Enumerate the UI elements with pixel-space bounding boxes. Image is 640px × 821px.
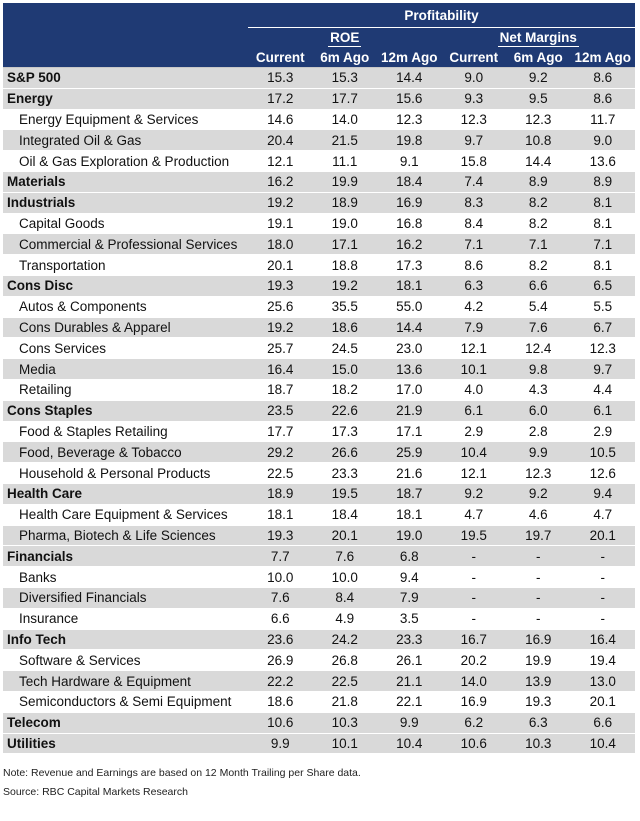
net-margin-cell: 20.2	[442, 650, 507, 671]
net-margin-cell: -	[442, 608, 507, 629]
roe-cell: 9.4	[377, 567, 442, 588]
net-margin-cell: 9.4	[571, 483, 636, 504]
sector-row	[3, 712, 635, 733]
roe-cell: 18.7	[377, 483, 442, 504]
sector-row	[3, 629, 635, 650]
industry-row	[3, 463, 635, 484]
net-margin-cell: 4.2	[442, 296, 507, 317]
table-header	[3, 3, 635, 68]
net-margin-cell: 16.9	[442, 691, 507, 712]
header-spacer	[3, 3, 248, 28]
industry-row	[3, 442, 635, 463]
roe-cell: 7.7	[248, 546, 313, 567]
roe-cell: 18.0	[248, 234, 313, 255]
industry-row	[3, 691, 635, 712]
industry-row	[3, 359, 635, 380]
sector-row	[3, 546, 635, 567]
roe-cell: 24.5	[313, 338, 378, 359]
industry-label: Food & Staples Retailing	[3, 421, 248, 442]
sector-row	[3, 275, 635, 296]
sector-row	[3, 400, 635, 421]
sector-row	[3, 88, 635, 109]
roe-cell: 18.7	[248, 379, 313, 400]
net-margin-cell: 20.1	[571, 691, 636, 712]
roe-cell: 18.1	[377, 275, 442, 296]
industry-label: Software & Services	[3, 650, 248, 671]
roe-cell: 10.4	[377, 733, 442, 754]
industry-label: Commercial & Professional Services	[3, 234, 248, 255]
industry-label: Banks	[3, 567, 248, 588]
industry-row	[3, 151, 635, 172]
roe-cell: 17.3	[313, 421, 378, 442]
net-margin-cell: 8.9	[571, 171, 636, 192]
roe-cell: 14.6	[248, 109, 313, 130]
industry-label: Pharma, Biotech & Life Sciences	[3, 525, 248, 546]
sector-label: Financials	[3, 546, 248, 567]
industry-row	[3, 421, 635, 442]
roe-cell: 18.4	[377, 171, 442, 192]
roe-cell: 22.2	[248, 671, 313, 692]
industry-label: Food, Beverage & Tobacco	[3, 442, 248, 463]
net-margin-cell: 7.1	[506, 234, 571, 255]
roe-cell: 11.1	[313, 151, 378, 172]
net-margin-cell: 8.6	[442, 255, 507, 276]
net-margin-cell: 12.1	[442, 338, 507, 359]
roe-cell: 6.6	[248, 608, 313, 629]
net-margin-cell: 16.9	[506, 629, 571, 650]
roe-cell: 22.1	[377, 691, 442, 712]
net-margin-cell: 4.6	[506, 504, 571, 525]
roe-cell: 16.2	[248, 171, 313, 192]
industry-row	[3, 317, 635, 338]
roe-cell: 35.5	[313, 296, 378, 317]
roe-cell: 29.2	[248, 442, 313, 463]
roe-cell: 7.9	[377, 587, 442, 608]
column-header: 6m Ago	[506, 48, 571, 68]
profitability-table-container	[3, 3, 635, 802]
net-margin-cell: 6.2	[442, 712, 507, 733]
industry-label: Diversified Financials	[3, 587, 248, 608]
footnotes	[3, 764, 635, 802]
industry-label: Cons Services	[3, 338, 248, 359]
roe-cell: 17.2	[248, 88, 313, 109]
net-margin-cell: 14.4	[506, 151, 571, 172]
net-margin-cell: 6.5	[571, 275, 636, 296]
roe-cell: 3.5	[377, 608, 442, 629]
net-margin-cell: 6.1	[442, 400, 507, 421]
roe-cell: 23.6	[248, 629, 313, 650]
roe-cell: 18.8	[313, 255, 378, 276]
industry-row	[3, 109, 635, 130]
net-margin-cell: 11.7	[571, 109, 636, 130]
industry-row	[3, 650, 635, 671]
roe-cell: 9.9	[377, 712, 442, 733]
net-margin-cell: 19.3	[506, 691, 571, 712]
industry-row	[3, 338, 635, 359]
net-margin-cell: -	[442, 567, 507, 588]
roe-cell: 13.6	[377, 359, 442, 380]
roe-cell: 22.5	[313, 671, 378, 692]
column-header: 12m Ago	[571, 48, 636, 68]
net-margins-label: Net Margins	[499, 29, 577, 45]
roe-cell: 22.5	[248, 463, 313, 484]
roe-cell: 26.6	[313, 442, 378, 463]
sector-label: Cons Staples	[3, 400, 248, 421]
net-margin-cell: 12.4	[506, 338, 571, 359]
roe-cell: 7.6	[248, 587, 313, 608]
sector-row	[3, 192, 635, 213]
net-margin-cell: -	[571, 587, 636, 608]
roe-cell: 16.9	[377, 192, 442, 213]
roe-cell: 26.9	[248, 650, 313, 671]
roe-cell: 12.1	[248, 151, 313, 172]
net-margin-cell: 9.9	[506, 442, 571, 463]
roe-cell: 26.1	[377, 650, 442, 671]
net-margin-cell: 12.1	[442, 463, 507, 484]
net-margin-cell: 9.0	[442, 68, 507, 89]
industry-label: Semiconductors & Semi Equipment	[3, 691, 248, 712]
net-margin-cell: 6.3	[506, 712, 571, 733]
roe-cell: 16.2	[377, 234, 442, 255]
sector-row	[3, 733, 635, 754]
roe-cell: 17.0	[377, 379, 442, 400]
industry-label: Household & Personal Products	[3, 463, 248, 484]
net-margin-cell: 13.0	[571, 671, 636, 692]
profitability-table	[3, 3, 635, 754]
roe-cell: 14.4	[377, 68, 442, 89]
net-margin-cell: 6.7	[571, 317, 636, 338]
roe-cell: 19.1	[248, 213, 313, 234]
roe-cell: 19.2	[313, 275, 378, 296]
industry-row	[3, 296, 635, 317]
industry-row	[3, 608, 635, 629]
net-margin-cell: 8.1	[571, 192, 636, 213]
roe-cell: 17.1	[313, 234, 378, 255]
roe-cell: 20.4	[248, 130, 313, 151]
net-margin-cell: 7.4	[442, 171, 507, 192]
group-title: Profitability	[248, 3, 635, 28]
column-header: 6m Ago	[313, 48, 378, 68]
column-header: Current	[248, 48, 313, 68]
roe-cell: 15.3	[248, 68, 313, 89]
industry-label: Cons Durables & Apparel	[3, 317, 248, 338]
roe-label: ROE	[330, 29, 360, 45]
net-margin-cell: -	[506, 587, 571, 608]
net-margin-cell: 4.0	[442, 379, 507, 400]
roe-cell: 20.1	[313, 525, 378, 546]
roe-cell: 55.0	[377, 296, 442, 317]
industry-label: Retailing	[3, 379, 248, 400]
industry-label: Capital Goods	[3, 213, 248, 234]
roe-cell: 10.0	[313, 567, 378, 588]
net-margin-cell: 10.1	[442, 359, 507, 380]
industry-row	[3, 255, 635, 276]
net-margin-cell: 8.2	[506, 213, 571, 234]
sector-label: Utilities	[3, 733, 248, 754]
industry-label: Autos & Components	[3, 296, 248, 317]
industry-label: Media	[3, 359, 248, 380]
net-margin-cell: -	[506, 608, 571, 629]
roe-cell: 15.6	[377, 88, 442, 109]
roe-cell: 17.1	[377, 421, 442, 442]
net-margin-cell: 4.3	[506, 379, 571, 400]
roe-cell: 25.9	[377, 442, 442, 463]
net-margin-cell: 4.7	[571, 504, 636, 525]
industry-label: Insurance	[3, 608, 248, 629]
net-margin-cell: 9.3	[442, 88, 507, 109]
header-spacer	[3, 48, 248, 68]
roe-cell: 19.9	[313, 171, 378, 192]
roe-cell: 23.3	[313, 463, 378, 484]
roe-cell: 22.6	[313, 400, 378, 421]
roe-cell: 18.6	[313, 317, 378, 338]
net-margin-cell: 2.8	[506, 421, 571, 442]
net-margin-cell: 9.2	[506, 483, 571, 504]
net-margin-cell: 10.3	[506, 733, 571, 754]
sector-label: Health Care	[3, 483, 248, 504]
net-margin-cell: 14.0	[442, 671, 507, 692]
industry-row	[3, 525, 635, 546]
roe-cell: 17.7	[248, 421, 313, 442]
net-margin-cell: 6.6	[506, 275, 571, 296]
net-margin-cell: 6.6	[571, 712, 636, 733]
roe-cell: 25.6	[248, 296, 313, 317]
roe-cell: 23.5	[248, 400, 313, 421]
net-margin-cell: -	[442, 546, 507, 567]
net-margin-cell: 7.6	[506, 317, 571, 338]
sector-row	[3, 171, 635, 192]
roe-cell: 19.5	[313, 483, 378, 504]
net-margin-cell: 15.8	[442, 151, 507, 172]
roe-cell: 21.1	[377, 671, 442, 692]
roe-cell: 9.1	[377, 151, 442, 172]
roe-cell: 26.8	[313, 650, 378, 671]
net-margin-cell: 6.1	[571, 400, 636, 421]
sector-label: S&P 500	[3, 68, 248, 89]
roe-header	[248, 28, 442, 49]
roe-cell: 15.0	[313, 359, 378, 380]
roe-cell: 17.7	[313, 88, 378, 109]
header-spacer	[3, 28, 248, 49]
roe-cell: 16.8	[377, 213, 442, 234]
net-margin-cell: 9.5	[506, 88, 571, 109]
source-text: Source: RBC Capital Markets Research	[3, 786, 188, 799]
net-margin-cell: 13.6	[571, 151, 636, 172]
net-margin-cell: 8.1	[571, 255, 636, 276]
sector-label: Cons Disc	[3, 275, 248, 296]
industry-label: Energy Equipment & Services	[3, 109, 248, 130]
net-margin-cell: 19.4	[571, 650, 636, 671]
roe-cell: 9.9	[248, 733, 313, 754]
net-margin-cell: 12.3	[506, 463, 571, 484]
net-margin-cell: 8.4	[442, 213, 507, 234]
sector-row	[3, 483, 635, 504]
net-margin-cell: 5.4	[506, 296, 571, 317]
net-margin-cell: 16.4	[571, 629, 636, 650]
roe-cell: 18.1	[377, 504, 442, 525]
net-margin-cell: 9.2	[442, 483, 507, 504]
note-text: Note: Revenue and Earnings are based on 12 Month Trailing per Share data.	[3, 767, 361, 780]
sector-label: Industrials	[3, 192, 248, 213]
roe-cell: 21.8	[313, 691, 378, 712]
net-margin-cell: 20.1	[571, 525, 636, 546]
roe-cell: 18.9	[248, 483, 313, 504]
roe-cell: 19.0	[313, 213, 378, 234]
industry-row	[3, 504, 635, 525]
net-margin-cell: -	[506, 567, 571, 588]
net-margin-cell: 9.2	[506, 68, 571, 89]
roe-cell: 23.0	[377, 338, 442, 359]
roe-cell: 19.2	[248, 192, 313, 213]
roe-cell: 25.7	[248, 338, 313, 359]
roe-cell: 14.4	[377, 317, 442, 338]
industry-label: Health Care Equipment & Services	[3, 504, 248, 525]
sector-label: Info Tech	[3, 629, 248, 650]
roe-cell: 10.6	[248, 712, 313, 733]
roe-cell: 4.9	[313, 608, 378, 629]
net-margin-cell: 9.7	[571, 359, 636, 380]
net-margin-cell: 7.1	[442, 234, 507, 255]
roe-cell: 24.2	[313, 629, 378, 650]
industry-row	[3, 671, 635, 692]
net-margin-cell: 2.9	[571, 421, 636, 442]
industry-label: Transportation	[3, 255, 248, 276]
roe-cell: 17.3	[377, 255, 442, 276]
net-margin-cell: 6.3	[442, 275, 507, 296]
industry-label: Oil & Gas Exploration & Production	[3, 151, 248, 172]
column-header: Current	[442, 48, 507, 68]
sector-label: Materials	[3, 171, 248, 192]
net-margin-cell: 2.9	[442, 421, 507, 442]
net-margin-cell: 7.9	[442, 317, 507, 338]
roe-cell: 18.2	[313, 379, 378, 400]
net-margin-cell: 10.5	[571, 442, 636, 463]
roe-cell: 18.9	[313, 192, 378, 213]
net-margin-cell: 8.9	[506, 171, 571, 192]
roe-cell: 18.4	[313, 504, 378, 525]
net-margin-cell: 16.7	[442, 629, 507, 650]
net-margin-cell: 9.8	[506, 359, 571, 380]
net-margin-cell: 10.4	[571, 733, 636, 754]
net-margin-cell: 12.3	[506, 109, 571, 130]
sector-row	[3, 68, 635, 89]
net-margin-cell: 10.4	[442, 442, 507, 463]
net-margin-cell: 9.0	[571, 130, 636, 151]
table-body	[3, 68, 635, 754]
net-margin-cell: 8.2	[506, 192, 571, 213]
net-margin-cell: 4.4	[571, 379, 636, 400]
net-margin-cell: 19.9	[506, 650, 571, 671]
industry-row	[3, 234, 635, 255]
net-margin-cell: 5.5	[571, 296, 636, 317]
roe-cell: 10.3	[313, 712, 378, 733]
net-margin-cell: -	[506, 546, 571, 567]
roe-cell: 10.1	[313, 733, 378, 754]
net-margin-cell: 6.0	[506, 400, 571, 421]
sector-label: Energy	[3, 88, 248, 109]
industry-label: Tech Hardware & Equipment	[3, 671, 248, 692]
net-margin-cell: 13.9	[506, 671, 571, 692]
industry-label: Integrated Oil & Gas	[3, 130, 248, 151]
net-margin-cell: 8.1	[571, 213, 636, 234]
roe-cell: 21.5	[313, 130, 378, 151]
roe-cell: 23.3	[377, 629, 442, 650]
roe-cell: 18.6	[248, 691, 313, 712]
roe-cell: 21.9	[377, 400, 442, 421]
roe-cell: 15.3	[313, 68, 378, 89]
net-margin-cell: 10.8	[506, 130, 571, 151]
net-margin-cell: 19.7	[506, 525, 571, 546]
net-margin-cell: 9.7	[442, 130, 507, 151]
roe-cell: 20.1	[248, 255, 313, 276]
net-margin-cell: 12.3	[571, 338, 636, 359]
roe-cell: 19.8	[377, 130, 442, 151]
net-margin-cell: -	[571, 546, 636, 567]
industry-row	[3, 587, 635, 608]
column-header: 12m Ago	[377, 48, 442, 68]
net-margin-cell: 12.3	[442, 109, 507, 130]
net-margin-cell: -	[571, 608, 636, 629]
roe-cell: 8.4	[313, 587, 378, 608]
industry-row	[3, 567, 635, 588]
industry-row	[3, 213, 635, 234]
net-margin-cell: 8.3	[442, 192, 507, 213]
net-margin-cell: 8.2	[506, 255, 571, 276]
sector-label: Telecom	[3, 712, 248, 733]
net-margin-cell: 8.6	[571, 68, 636, 89]
roe-cell: 14.0	[313, 109, 378, 130]
net-margin-cell: -	[571, 567, 636, 588]
net-margin-cell: 7.1	[571, 234, 636, 255]
roe-cell: 6.8	[377, 546, 442, 567]
roe-cell: 19.2	[248, 317, 313, 338]
roe-cell: 19.3	[248, 525, 313, 546]
roe-cell: 18.1	[248, 504, 313, 525]
roe-cell: 10.0	[248, 567, 313, 588]
net-margin-cell: 19.5	[442, 525, 507, 546]
net-margin-cell: 4.7	[442, 504, 507, 525]
industry-row	[3, 130, 635, 151]
net-margin-cell: 12.6	[571, 463, 636, 484]
roe-cell: 7.6	[313, 546, 378, 567]
net-margins-header	[442, 28, 636, 49]
roe-cell: 16.4	[248, 359, 313, 380]
roe-cell: 19.3	[248, 275, 313, 296]
net-margin-cell: 8.6	[571, 88, 636, 109]
net-margin-cell: -	[442, 587, 507, 608]
net-margin-cell: 10.6	[442, 733, 507, 754]
roe-cell: 12.3	[377, 109, 442, 130]
roe-cell: 21.6	[377, 463, 442, 484]
industry-row	[3, 379, 635, 400]
roe-cell: 19.0	[377, 525, 442, 546]
